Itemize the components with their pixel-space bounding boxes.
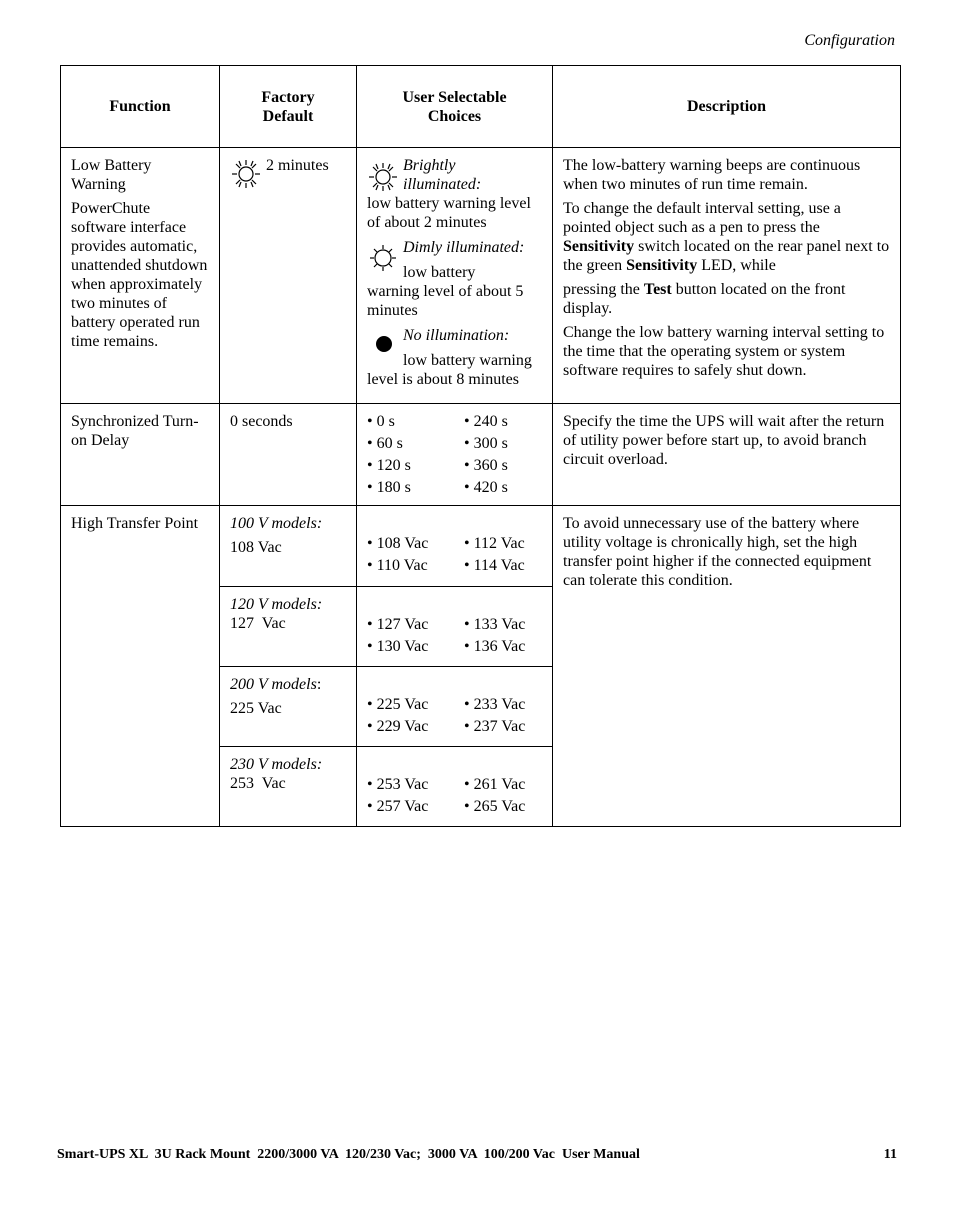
- choice-item: • 360 s: [464, 457, 508, 474]
- choice-item: • 133 Vac: [464, 616, 526, 633]
- page-footer: [57, 1145, 897, 1164]
- function-cell: High Transfer Point: [61, 506, 220, 827]
- off-led-icon: [367, 330, 403, 360]
- function-note: PowerChute software interface provides automatic, unattended shutdown when approximately two minutes of battery operated run time remains.: [71, 200, 208, 350]
- choice-item: • 130 Vac: [367, 638, 429, 655]
- running-header: Configuration: [804, 32, 895, 49]
- model-default-cell: [220, 587, 357, 667]
- choice-item: • 225 Vac: [367, 696, 429, 713]
- model-label: 230 V models:: [230, 756, 323, 773]
- page-number: 11: [883, 1147, 897, 1162]
- choice-item: • 114 Vac: [464, 557, 525, 574]
- choice-item: • 300 s: [464, 435, 508, 452]
- table-row-sync-delay: [61, 404, 901, 506]
- col-header-description: Description: [553, 66, 901, 148]
- model-default: 253 Vac: [230, 775, 286, 792]
- dim-text-a: low battery: [403, 264, 476, 281]
- choice-item: • 240 s: [464, 413, 508, 430]
- model-label: 100 V models:: [230, 515, 323, 532]
- description-cell: [553, 148, 901, 404]
- choice-item: • 127 Vac: [367, 616, 429, 633]
- choice-item: • 261 Vac: [464, 776, 526, 793]
- col-header-function: Function: [61, 66, 220, 148]
- choice-item: • 120 s: [367, 457, 411, 474]
- choices-cell: [357, 587, 553, 667]
- default-cell: [220, 148, 357, 404]
- configuration-table: [60, 65, 901, 827]
- dim-text-b: warning level of about 5 minutes: [367, 283, 524, 319]
- choice-item: • 108 Vac: [367, 535, 429, 552]
- table-header-row: [61, 66, 901, 148]
- model-default-cell: [220, 747, 357, 827]
- default-cell: 0 seconds: [220, 404, 357, 506]
- none-text-a: low battery warning: [403, 352, 532, 369]
- table-row-high-transfer: [61, 506, 901, 587]
- model-default: 127 Vac: [230, 615, 286, 632]
- choice-item: • 180 s: [367, 479, 411, 496]
- choice-item: • 233 Vac: [464, 696, 526, 713]
- choice-item: • 0 s: [367, 413, 395, 430]
- none-label: No illumination:: [403, 327, 510, 344]
- choices-cell: [357, 148, 553, 404]
- description-cell: To avoid unnecessary use of the battery where utility voltage is chronically high, set the high transfer point higher if the connected equipment can tolerate this condition.: [553, 506, 901, 827]
- function-cell: Synchronized Turn-on Delay: [61, 404, 220, 506]
- choice-item: • 257 Vac: [367, 798, 429, 815]
- model-default: 225 Vac: [230, 700, 282, 717]
- bright-text: low battery warning level of about 2 minutes: [367, 195, 531, 231]
- desc-paragraph: To change the default interval setting, use a pointed object such as a pen to press the Sensitivity switch located on the rear panel next to the green Sensitivity LED, while: [563, 200, 890, 274]
- col-header-user-choices: User Selectable Choices: [357, 66, 553, 148]
- model-default-cell: [220, 506, 357, 587]
- choice-item: • 60 s: [367, 435, 403, 452]
- choice-item: • 136 Vac: [464, 638, 526, 655]
- model-label: 200 V models: [230, 676, 317, 693]
- desc-paragraph: The low-battery warning beeps are continuous when two minutes of run time remain.: [563, 157, 861, 193]
- bright-label: Brightly illuminated:: [403, 157, 482, 193]
- model-default-cell: 200 V models: 225 Vac: [220, 667, 357, 747]
- choice-item: • 265 Vac: [464, 798, 526, 815]
- choices-cell: [357, 506, 553, 587]
- function-cell: [61, 148, 220, 404]
- dim-led-icon: [367, 242, 403, 274]
- bright-led-icon: [367, 162, 403, 192]
- table-row-low-battery: [61, 148, 901, 404]
- choice-item: • 110 Vac: [367, 557, 428, 574]
- model-default: 108 Vac: [230, 539, 282, 556]
- none-text-b: level is about 8 minutes: [367, 371, 519, 388]
- manual-title: Smart-UPS XL 3U Rack Mount 2200/3000 VA 120/230 Vac; 3000 VA 100/200 Vac User Manual: [57, 1147, 640, 1162]
- default-value: 2 minutes: [266, 157, 329, 174]
- choices-cell: [357, 667, 553, 747]
- description-cell: Specify the time the UPS will wait after the return of utility power before start up, to avoid branch circuit overload.: [553, 404, 901, 506]
- choice-item: • 237 Vac: [464, 718, 526, 735]
- choice-item: • 112 Vac: [464, 535, 525, 552]
- desc-paragraph: pressing the Test button located on the front display.: [563, 281, 846, 317]
- bright-led-icon: [230, 159, 266, 189]
- choice-item: • 420 s: [464, 479, 508, 496]
- function-title: Low Battery Warning: [71, 157, 152, 193]
- desc-paragraph: Change the low battery warning interval setting to the time that the operating system or system software requires to safely shut down.: [563, 324, 885, 379]
- dim-label: Dimly illuminated:: [403, 239, 525, 256]
- choices-cell: [357, 404, 553, 506]
- choice-item: • 229 Vac: [367, 718, 429, 735]
- choice-item: • 253 Vac: [367, 776, 429, 793]
- model-label: 120 V models:: [230, 596, 323, 613]
- choices-cell: [357, 747, 553, 827]
- col-header-factory-default: Factory Default: [220, 66, 357, 148]
